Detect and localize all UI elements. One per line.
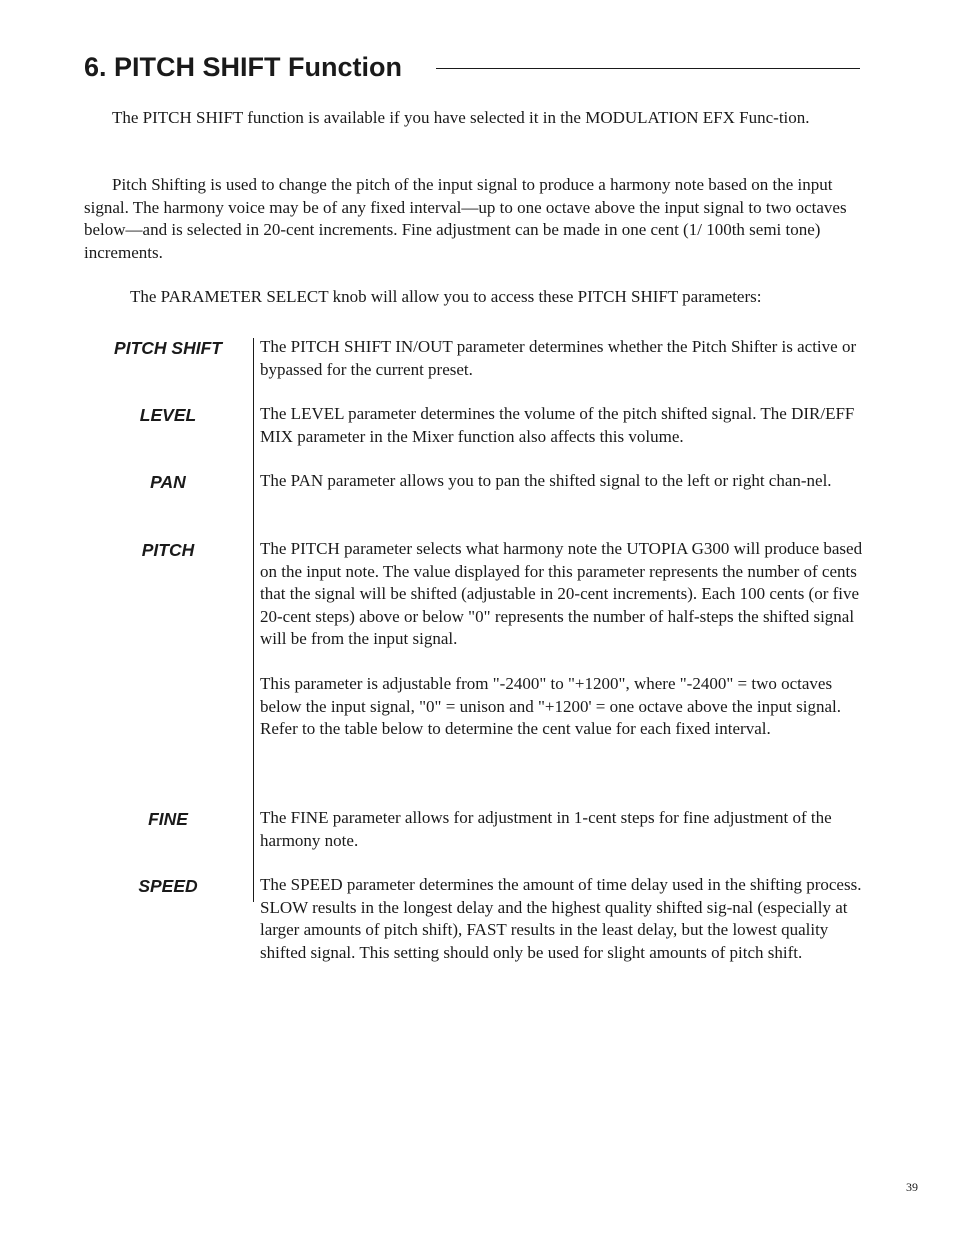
parameter-label: PAN <box>150 472 186 492</box>
description-paragraph: The PAN parameter allows you to pan the shifted signal to the left or right chan-nel. <box>260 471 832 490</box>
parameter-label: PITCH SHIFT <box>114 338 222 358</box>
description-paragraph: The LEVEL parameter determines the volume of the pitch shifted signal. The DIR/EFF MIX parameter in the Mixer function also affects this volume. <box>260 404 855 446</box>
page-number: 39 <box>906 1180 918 1194</box>
parameter-description <box>260 470 866 493</box>
title-rule <box>436 68 860 69</box>
description-paragraph: The PITCH SHIFT IN/OUT parameter determines whether the Pitch Shifter is active or bypassed for the current preset. <box>260 337 857 379</box>
parameter-description <box>260 336 866 381</box>
parameter-label: PITCH <box>141 540 195 560</box>
parameter-label: SPEED <box>138 876 198 896</box>
parameter-label: LEVEL <box>139 405 197 425</box>
parameter-description <box>260 807 866 852</box>
intro-paragraph-description: Pitch Shifting is used to change the pitch of the input signal to produce a harmony note based on the input signal. The harmony voice may be of any fixed interval—up to one octave above the input signal to two octaves below—and is selected in 20-cent increments. Fine adjustment can be made in one cent (1/ 100th semi tone) increments. <box>84 175 847 262</box>
heading-row <box>84 48 860 88</box>
description-paragraph: The PITCH parameter selects what harmony note the UTOPIA G300 will produce based on the input note. The value displayed for this parameter represents the number of cents that the signal will be shifted (adjustable in 20-cent increments). Each 100 cents (or five 20-cent steps) above or below "0" represents the number of half-steps the shifted signal will be from the input signal. <box>260 539 863 648</box>
description-paragraph: The FINE parameter allows for adjustment in 1-cent steps for fine adjustment of the harmony note. <box>260 808 832 850</box>
parameter-description <box>260 874 866 964</box>
parameter-label: FINE <box>148 809 188 829</box>
parameter-description <box>260 403 866 448</box>
intro-paragraph-availability: The PITCH SHIFT function is available if you have selected it in the MODULATION EFX Func-tion. <box>112 108 810 127</box>
page-title: 6. PITCH SHIFT Function <box>84 52 402 82</box>
parameter-divider-line <box>253 338 254 902</box>
parameter-description <box>260 538 866 741</box>
description-paragraph: The SPEED parameter determines the amount of time delay used in the shifting process. SLOW results in the longest delay and the highest quality shifted sig-nal (especially at larger amounts of pitch shift), FAST results in the least delay, but the lowest quality shifted signal. This setting should only be used for slight amounts of pitch shift. <box>260 875 862 962</box>
description-paragraph: This parameter is adjustable from "-2400" to "+1200", where "-2400" = two octaves below the input signal, "0" = unison and "+1200' = one octave above the input signal. Refer to the table below to determine the cent value for each fixed interval. <box>260 674 841 738</box>
intro-paragraph-parameter-select: The PARAMETER SELECT knob will allow you to access these PITCH SHIFT parameters: <box>130 287 762 306</box>
